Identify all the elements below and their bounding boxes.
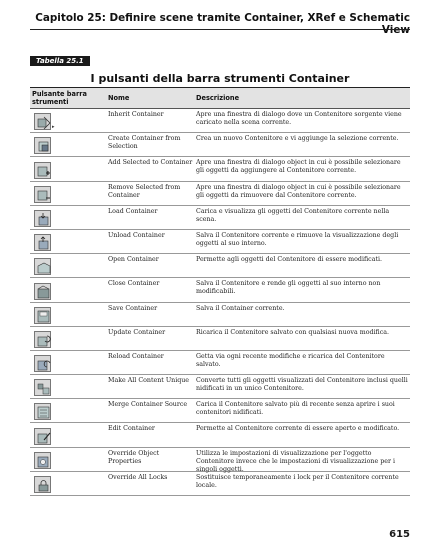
description-cell: Carica e visualizza gli oggetti del Contenitore corrente nella scena.: [196, 207, 390, 223]
table-tag: Tabella 25.1: [30, 56, 90, 66]
update-container-icon: [34, 331, 51, 348]
button-cell: [30, 278, 100, 301]
table-row: [30, 448, 410, 472]
create-container-icon: [34, 137, 51, 154]
name-cell: Save Container: [108, 304, 158, 312]
close-container-icon: [34, 283, 51, 300]
description-cell: Carica il Contenitore salvato più di recente senza aprire i suoi contenitori nidificati.: [196, 401, 395, 417]
description-cell: Crea un nuovo Contenitore e vi aggiunge la selezione corrente.: [196, 135, 399, 143]
name-cell: Reload Container: [108, 352, 164, 360]
unload-container-icon: [34, 234, 51, 251]
name-cell: Edit Container: [108, 425, 155, 433]
button-cell: [30, 327, 100, 350]
column-header-button: Pulsante barra strumenti: [32, 90, 87, 106]
name-cell: Open Container: [108, 256, 159, 264]
header-rule: [30, 29, 410, 30]
button-cell: [30, 254, 100, 277]
description-cell: Salva il Contenitore e rende gli oggetti al suo interno non modificabili.: [196, 280, 381, 296]
description-cell: Utilizza le impostazioni di visualizzazione per l'oggetto Contenitore invece che le impostazioni di visualizzazione per i singoli oggetti.: [196, 449, 395, 473]
make-unique-icon: [34, 379, 51, 396]
name-cell: Inherit Container: [108, 111, 164, 118]
table-row: [30, 375, 410, 399]
buttons-table: [30, 87, 410, 496]
name-cell: Create Container from Selection: [108, 135, 181, 151]
description-cell: Apre una finestra di dialogo object in cui è possibile selezionare gli oggetti da rimuovere dal Contenitore corrente.: [196, 183, 401, 199]
description-cell: Apre una finestra di dialogo object in cui è possibile selezionare gli oggetti da aggiungere al Contenitore corrente.: [196, 159, 401, 175]
description-cell: Permette agli oggetti del Contenitore di essere modificati.: [196, 256, 383, 264]
button-cell: [30, 206, 100, 229]
button-cell: [30, 230, 100, 253]
name-cell: Update Container: [108, 328, 166, 336]
table-row: [30, 182, 410, 206]
description-cell: Converte tutti gli oggetti visualizzati del Contenitore inclusi quelli nidificati in un unico Contenitore.: [196, 377, 408, 393]
name-cell: Load Container: [108, 207, 158, 215]
name-cell: Override Object Properties: [108, 449, 160, 465]
button-cell: [30, 448, 100, 471]
button-cell: [30, 157, 100, 180]
name-cell: Remove Selected from Container: [108, 183, 181, 199]
button-cell: [30, 399, 100, 422]
table-header-row: [30, 87, 410, 109]
name-cell: Close Container: [108, 280, 160, 288]
arrow-icon: ▸: [52, 124, 55, 131]
column-header-description: Descrizione: [196, 94, 240, 102]
table-row: [30, 351, 410, 375]
description-cell: Apre una finestra di dialogo dove un Contenitore sorgente viene caricato nella scena corrente.: [196, 111, 402, 126]
inherit-container-icon: [34, 113, 51, 130]
merge-source-icon: [34, 403, 51, 420]
name-cell: Unload Container: [108, 231, 165, 239]
override-properties-icon: [34, 452, 51, 469]
table-row: [30, 327, 410, 351]
table-row: [30, 133, 410, 157]
page-number: 615: [389, 529, 410, 540]
button-cell: [30, 375, 100, 398]
name-cell: Add Selected to Container: [108, 159, 193, 167]
table-row: [30, 278, 410, 302]
button-cell: [30, 351, 100, 374]
button-cell: [30, 303, 100, 326]
edit-container-icon: [34, 428, 51, 445]
table-row: [30, 399, 410, 423]
button-cell: [30, 423, 100, 446]
table-row: [30, 230, 410, 254]
description-cell: Ricarica il Contenitore salvato con qualsiasi nuova modifica.: [196, 328, 390, 336]
button-cell: [30, 109, 100, 132]
description-cell: Permette al Contenitore corrente di essere aperto e modificato.: [196, 425, 400, 433]
button-cell: [30, 133, 100, 156]
column-header-name: Nome: [108, 94, 130, 102]
table-row: [30, 254, 410, 278]
button-cell: [30, 182, 100, 205]
table-title: I pulsanti della barra strumenti Container: [90, 72, 350, 85]
open-container-icon: [34, 258, 51, 275]
name-cell: Make All Content Unique: [108, 377, 190, 385]
name-cell: Override All Locks: [108, 473, 168, 481]
chapter-header: Capitolo 25: Definire scene tramite Container, XRef e Schematic View: [35, 12, 410, 36]
add-selected-icon: [34, 162, 51, 179]
description-cell: Sostituisce temporaneamente i lock per il Contenitore corrente locale.: [196, 473, 399, 489]
table-row: [30, 157, 410, 181]
load-container-icon: [34, 210, 51, 227]
description-cell: Salva il Container corrente.: [196, 304, 285, 312]
save-container-icon: [34, 307, 51, 324]
remove-selected-icon: [34, 186, 51, 203]
name-cell: Merge Container Source: [108, 401, 188, 409]
override-locks-icon: [34, 476, 51, 493]
table-row: [30, 423, 410, 447]
button-cell: [30, 472, 100, 495]
table-body: [30, 109, 410, 496]
table-row: [30, 303, 410, 327]
description-cell: Salva il Contenitore corrente e rimuove la visualizzazione degli oggetti al suo interno.: [196, 231, 399, 247]
table-row: [30, 472, 410, 496]
table-row: [30, 206, 410, 230]
table-row: [30, 109, 410, 133]
reload-container-icon: [34, 355, 51, 372]
description-cell: Getta via ogni recente modifiche e ricarica del Contenitore salvato.: [196, 352, 385, 368]
